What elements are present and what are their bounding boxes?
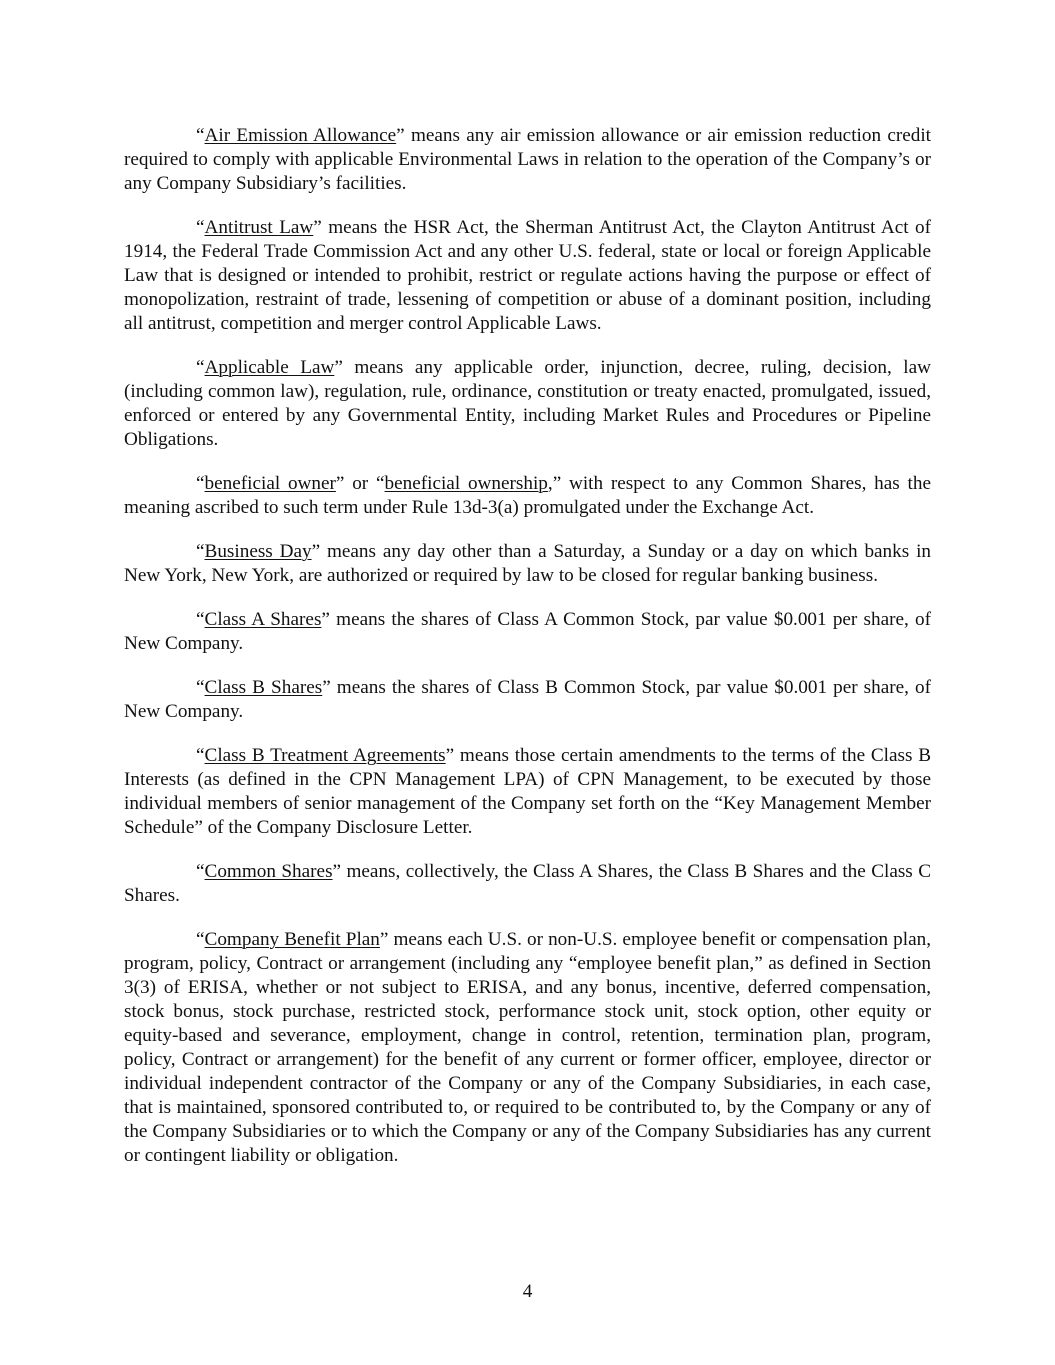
defined-term: Company Benefit Plan — [204, 929, 380, 950]
definition-company-benefit-plan — [124, 928, 931, 1168]
open-quote: “ — [196, 745, 205, 766]
term-separator: ” or “ — [335, 473, 385, 494]
definition-class-a-shares — [124, 608, 931, 656]
open-quote: “ — [196, 609, 205, 630]
definition-text: ,” with respect to any Common Shares, has the meaning ascribed to such term under Rule 13d-3(a) promulgated under the Exchange Act. — [124, 473, 931, 518]
document-body — [124, 124, 931, 1188]
definition-text: ” means those certain amendments to the terms of the Class B Interests (as defined in the CPN Management LPA) of CPN Management, to be executed by those individual members of senior management of the Company set forth on the “Key Management Member Schedule” of the Company Disclosure Letter. — [124, 745, 931, 838]
open-quote: “ — [196, 217, 205, 238]
definition-text: ” means the shares of Class A Common Stock, par value $0.001 per share, of New Company. — [124, 609, 931, 654]
definition-text: ” means each U.S. or non-U.S. employee benefit or compensation plan, program, policy, Contract or arrangement (including any “employee benefit plan,” as defined in Section 3(3) of ERISA, whether or not subject to ERISA, and any bonus, incentive, deferred compensation, stock bonus, stock purchase, restricted stock, performance stock unit, stock option, other equity or equity-based and severance, employment, change in control, retention, termination plan, program, policy, Contract or arrangement) for the benefit of any current or former officer, employee, director or individual independent contractor of the Company or any of the Company Subsidiaries, in each case, that is maintained, sponsored contributed to, or required to be contributed to, by the Company or any of the Company Subsidiaries or to which the Company or any of the Company Subsidiaries has any current or contingent liability or obligation. — [124, 929, 931, 1166]
definition-class-b-treatment-agreements — [124, 744, 931, 840]
definition-text: ” means any day other than a Saturday, a Sunday or a day on which banks in New York, New York, are authorized or required by law to be closed for regular banking business. — [124, 541, 931, 586]
defined-term: Applicable Law — [204, 357, 335, 378]
definition-text: ” means the shares of Class B Common Stock, par value $0.001 per share, of New Company. — [124, 677, 932, 722]
open-quote: “ — [196, 929, 205, 950]
open-quote: “ — [196, 357, 205, 378]
definition-text: ” means any air emission allowance or air emission reduction credit required to comply with applicable Environmental Laws in relation to the operation of the Company’s or any Company Subsidiary’s facilities. — [124, 125, 931, 194]
defined-term: Antitrust Law — [204, 217, 314, 238]
definition-text: ” means, collectively, the Class A Shares, the Class B Shares and the Class C Shares. — [124, 861, 931, 906]
defined-term: Class B Shares — [204, 677, 323, 698]
open-quote: “ — [196, 473, 205, 494]
defined-term: Class A Shares — [204, 609, 322, 630]
definition-class-b-shares — [124, 676, 931, 724]
open-quote: “ — [196, 861, 205, 882]
open-quote: “ — [196, 677, 205, 698]
page-number: 4 — [522, 1281, 533, 1302]
defined-term: Business Day — [204, 541, 312, 562]
defined-term: Class B Treatment Agreements — [204, 745, 446, 766]
definition-text: ” means any applicable order, injunction, decree, ruling, decision, law (including common law), regulation, rule, ordinance, constitution or treaty enacted, promulgated, issued, enforced or entered by any Governmental Entity, including Market Rules and Procedures or Pipeline Obligations. — [124, 357, 931, 450]
definition-air-emission-allowance — [124, 124, 931, 196]
definition-applicable-law — [124, 356, 931, 452]
definition-text: ” means the HSR Act, the Sherman Antitrust Act, the Clayton Antitrust Act of 1914, the Federal Trade Commission Act and any other U.S. federal, state or local or foreign Applicable Law that is designed or intended to prohibit, restrict or regulate actions having the purpose or effect of monopolization, restraint of trade, lessening of competition or abuse of a dominant position, including all antitrust, competition and merger control Applicable Laws. — [124, 217, 931, 334]
defined-term: beneficial owner — [204, 473, 336, 494]
definition-antitrust-law — [124, 216, 931, 336]
open-quote: “ — [196, 541, 205, 562]
definition-beneficial-owner — [124, 472, 931, 520]
defined-term: Common Shares — [204, 861, 333, 882]
defined-term: Air Emission Allowance — [204, 125, 397, 146]
defined-term-alt: beneficial ownership — [384, 473, 548, 494]
definition-business-day — [124, 540, 931, 588]
open-quote: “ — [196, 125, 205, 146]
definition-common-shares — [124, 860, 931, 908]
